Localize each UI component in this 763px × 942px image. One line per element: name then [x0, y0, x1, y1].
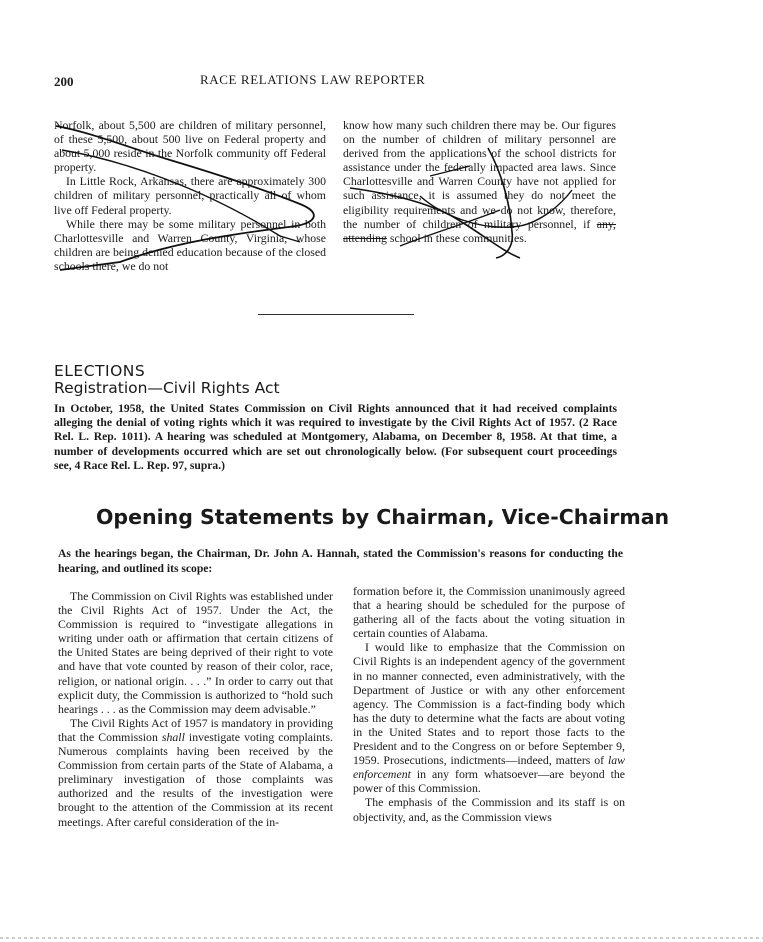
top-right-column — [343, 118, 616, 245]
text-run: I would like to emphasize that the Commission on Civil Rights is an independent agency of the government in no manner connected, even administratively, with the Department of Justice or with any other enforcement agency. The Commission is a fact-finding body which has the duty to determine what the facts are about voting in the United States and to report those facts to the President and to the Congress on or before September 9, 1959. Prosecutions, indictments—indeed, matters of — [353, 640, 625, 768]
text-run: investigate voting complaints. Numerous complaints having been received by the Commission from certain parts of the State of Alabama, a preliminary investigation of those complaints was authorized and the results of the investigation were brought to the attention of the Commission at its recent meetings. After careful consideration of the in- — [58, 729, 333, 829]
text-run: know how many such children there may be. Our figures on the number of children of military personnel are derived from the applications of the school districts for assistance under the federally impacted area laws. Since Charlottesville and Warren County have not applied for such assistance, it is assumed they do not meet the eligibility requirements and we do not know, therefore, the number of children of military personnel, if — [343, 118, 616, 231]
emphasis-text: shall — [161, 729, 185, 744]
article-headline: Opening Statements by Chairman, Vice-Chairman — [96, 505, 670, 529]
paragraph: In Little Rock, Arkansas, there are approximately 300 children of military personnel, practically all of whom live off Federal property. — [54, 174, 326, 217]
body-left-column — [58, 589, 333, 829]
section-title: ELECTIONS — [54, 362, 146, 380]
text-run: in any form whatsoever—are beyond the power of this Commission. — [353, 767, 625, 796]
body-right-column — [353, 584, 625, 824]
paragraph — [343, 118, 616, 245]
paragraph: The emphasis of the Commission and its staff is on objectivity, and, as the Commission views — [353, 795, 625, 824]
struck-text: any, attending — [343, 216, 616, 245]
paragraph — [58, 716, 333, 829]
top-left-column — [54, 118, 326, 273]
paragraph: Norfolk, about 5,500 are children of military personnel, of these 5,500, about 500 live on Federal property and about 5,000 reside in the Norfolk community off Federal property. — [54, 118, 326, 175]
section-intro: In October, 1958, the United States Commission on Civil Rights announced that it had received complaints alleging the denial of voting rights which it was required to investigate by the Civil Rights Act of 1957. (2 Race Rel. L. Rep. 1011). A hearing was scheduled at Montgomery, Alabama, on December 8, 1958. At that time, a number of developments occurred which are set out chronologically below. (For subsequent court proceedings see, 4 Race Rel. L. Rep. 97, supra.) — [54, 402, 617, 472]
section-divider — [258, 314, 414, 315]
running-head: RACE RELATIONS LAW REPORTER — [200, 72, 426, 87]
paragraph: The Commission on Civil Rights was established under the Civil Rights Act of 1957. Under the Act, the Commission is required to “investigate allegations in writing under oath or affirmation that certain citizens of the United States are being deprived of their right to vote and have that vote counted by reason of their color, race, religion, or national origin. . . .” In order to carry out that explicit duty, the Commission is authorized to “hold such hearings . . . as the Commission may deem advisable.” — [58, 589, 333, 716]
paragraph: While there may be some military personnel in both Charlottesville and Warren County, Virginia, whose children are being denied education because of the closed schools there, we do not — [54, 216, 326, 273]
page-number: 200 — [54, 74, 74, 89]
text-run: The Civil Rights Act of 1957 is mandatory in providing that the Commission — [58, 715, 333, 744]
emphasis-text: law enforcement — [353, 753, 625, 782]
paragraph — [353, 640, 625, 795]
paragraph: formation before it, the Commission unanimously agreed that a hearing should be scheduled for the purpose of gathering all of the facts about the voting situation in certain counties of Alabama. — [353, 584, 625, 641]
article-lede: As the hearings began, the Chairman, Dr. John A. Hannah, stated the Commission's reasons for conducting the hearing, and outlined its scope: — [58, 547, 623, 575]
text-run: school in these communities. — [386, 230, 527, 245]
section-subtitle: Registration—Civil Rights Act — [54, 379, 280, 397]
